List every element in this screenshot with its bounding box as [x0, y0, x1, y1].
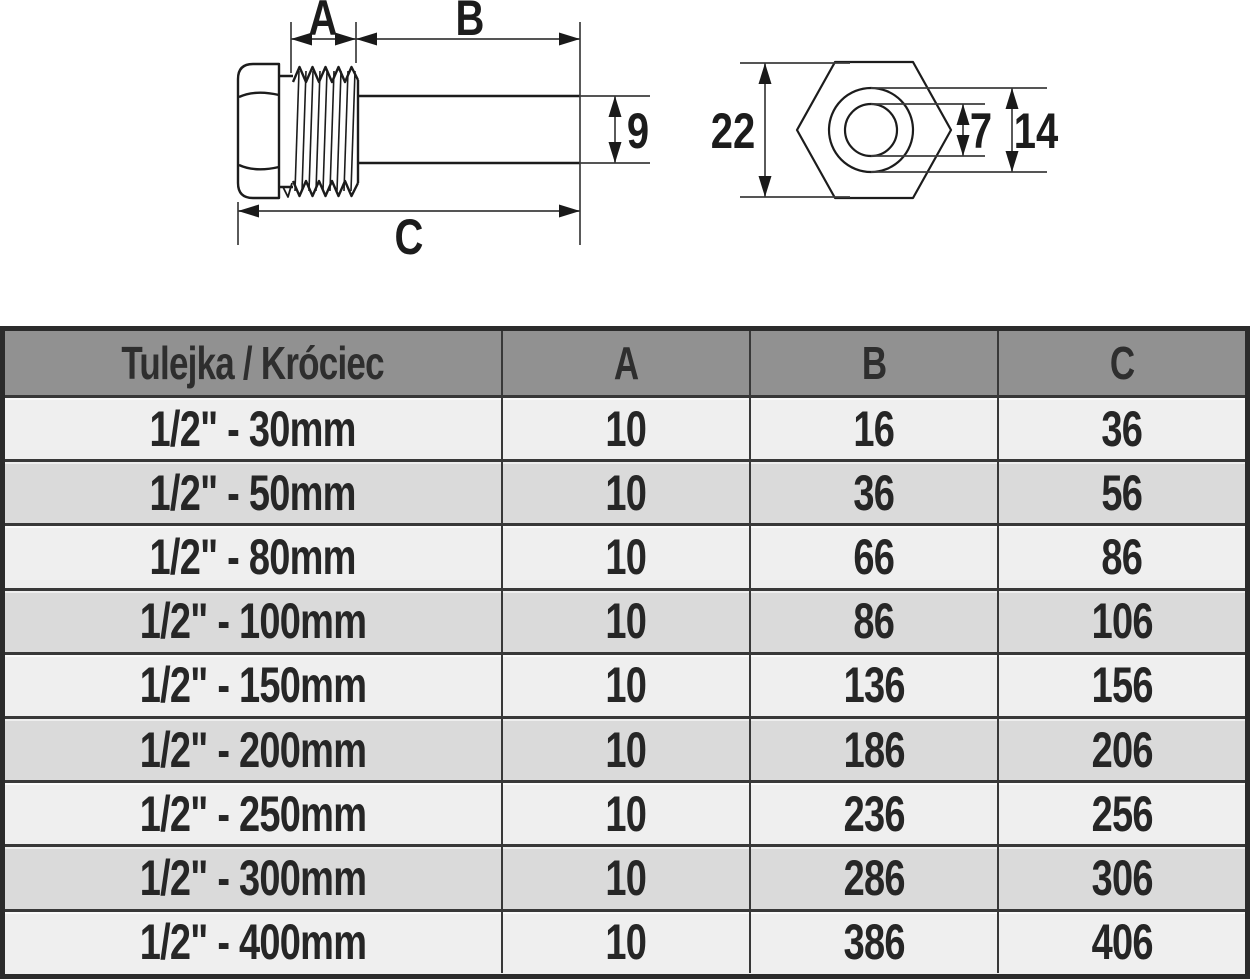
table-cell-b: 236: [749, 783, 997, 844]
table-cell-c: 206: [997, 719, 1245, 780]
table-cell-b: 66: [749, 526, 997, 587]
table-cell-c: 106: [997, 591, 1245, 652]
table-cell-a: 10: [501, 655, 749, 716]
table-row: [5, 652, 1245, 716]
table-cell-c: 156: [997, 655, 1245, 716]
table-cell-name: 1/2" - 400mm: [139, 914, 367, 971]
table-row: [5, 523, 1245, 587]
outer-circle: [829, 88, 913, 172]
end-view-dimensions: [740, 63, 1047, 197]
table-cell-name: 1/2" - 200mm: [139, 721, 367, 778]
table-cell-c: 36: [997, 398, 1245, 459]
table-cell-b: 36: [749, 462, 997, 523]
table-row: [5, 780, 1245, 844]
table-cell-a: 10: [501, 847, 749, 908]
collar: [279, 76, 293, 187]
hexagon: [797, 62, 951, 198]
header-b-label: B: [861, 337, 887, 389]
hex-facet-bottom: [239, 165, 279, 169]
table-cell-name: 1/2" - 100mm: [139, 593, 367, 650]
spec-table: [0, 326, 1250, 979]
tube: [358, 96, 580, 163]
dim-9-label: 9: [626, 102, 650, 160]
table-cell-name: 1/2" - 150mm: [139, 657, 367, 714]
table-row: [5, 909, 1245, 973]
dim-7-label: 7: [969, 102, 993, 160]
table-row: [5, 459, 1245, 523]
dim-b-label: B: [455, 0, 485, 47]
table-cell-a: 10: [501, 398, 749, 459]
table-row: [5, 844, 1245, 908]
side-view-dimensions: [238, 22, 650, 245]
table-cell-a: 10: [501, 526, 749, 587]
side-view: [238, 64, 580, 198]
table-cell-name: 1/2" - 80mm: [149, 528, 357, 585]
thermowell-drawing-svg: [0, 0, 1250, 326]
dim-a-label: A: [308, 0, 338, 47]
hex-head: [238, 64, 279, 198]
table-cell-a: 10: [501, 462, 749, 523]
table-cell-b: 286: [749, 847, 997, 908]
header-c-label: C: [1109, 337, 1135, 389]
table-cell-name: 1/2" - 50mm: [149, 464, 357, 521]
header-cell-b: [749, 331, 997, 395]
dim-22-label: 22: [710, 102, 756, 160]
thread-flanks: [295, 71, 355, 191]
table-cell-b: 386: [749, 912, 997, 973]
table-cell-c: 256: [997, 783, 1245, 844]
header-cell-name: [5, 331, 501, 395]
table-cell-b: 186: [749, 719, 997, 780]
table-cell-b: 86: [749, 591, 997, 652]
table-cell-name: 1/2" - 300mm: [139, 849, 367, 906]
table-cell-name: 1/2" - 30mm: [149, 400, 357, 457]
thread-runout: [283, 183, 292, 197]
hex-facet-top: [239, 93, 279, 97]
table-row: [5, 395, 1245, 459]
header-cell-a: [501, 331, 749, 395]
table-row: [5, 588, 1245, 652]
table-cell-a: 10: [501, 912, 749, 973]
table-cell-a: 10: [501, 591, 749, 652]
end-view: [797, 62, 951, 198]
bore-circle: [845, 104, 897, 156]
header-cell-c: [997, 331, 1245, 395]
table-cell-a: 10: [501, 783, 749, 844]
technical-drawing: [0, 0, 1250, 326]
header-name-label: Tulejka / Króciec: [121, 337, 385, 389]
header-a-label: A: [613, 337, 639, 389]
table-cell-c: 86: [997, 526, 1245, 587]
table-body: [5, 395, 1245, 973]
table-cell-a: 10: [501, 719, 749, 780]
table-cell-c: 306: [997, 847, 1245, 908]
table-header-row: [5, 331, 1245, 395]
dim-14-label: 14: [1013, 102, 1059, 160]
table-cell-b: 16: [749, 398, 997, 459]
table-row: [5, 716, 1245, 780]
table-cell-name: 1/2" - 250mm: [139, 785, 367, 842]
dim-c-label: C: [394, 208, 424, 266]
table-cell-c: 406: [997, 912, 1245, 973]
table-cell-b: 136: [749, 655, 997, 716]
table-cell-c: 56: [997, 462, 1245, 523]
